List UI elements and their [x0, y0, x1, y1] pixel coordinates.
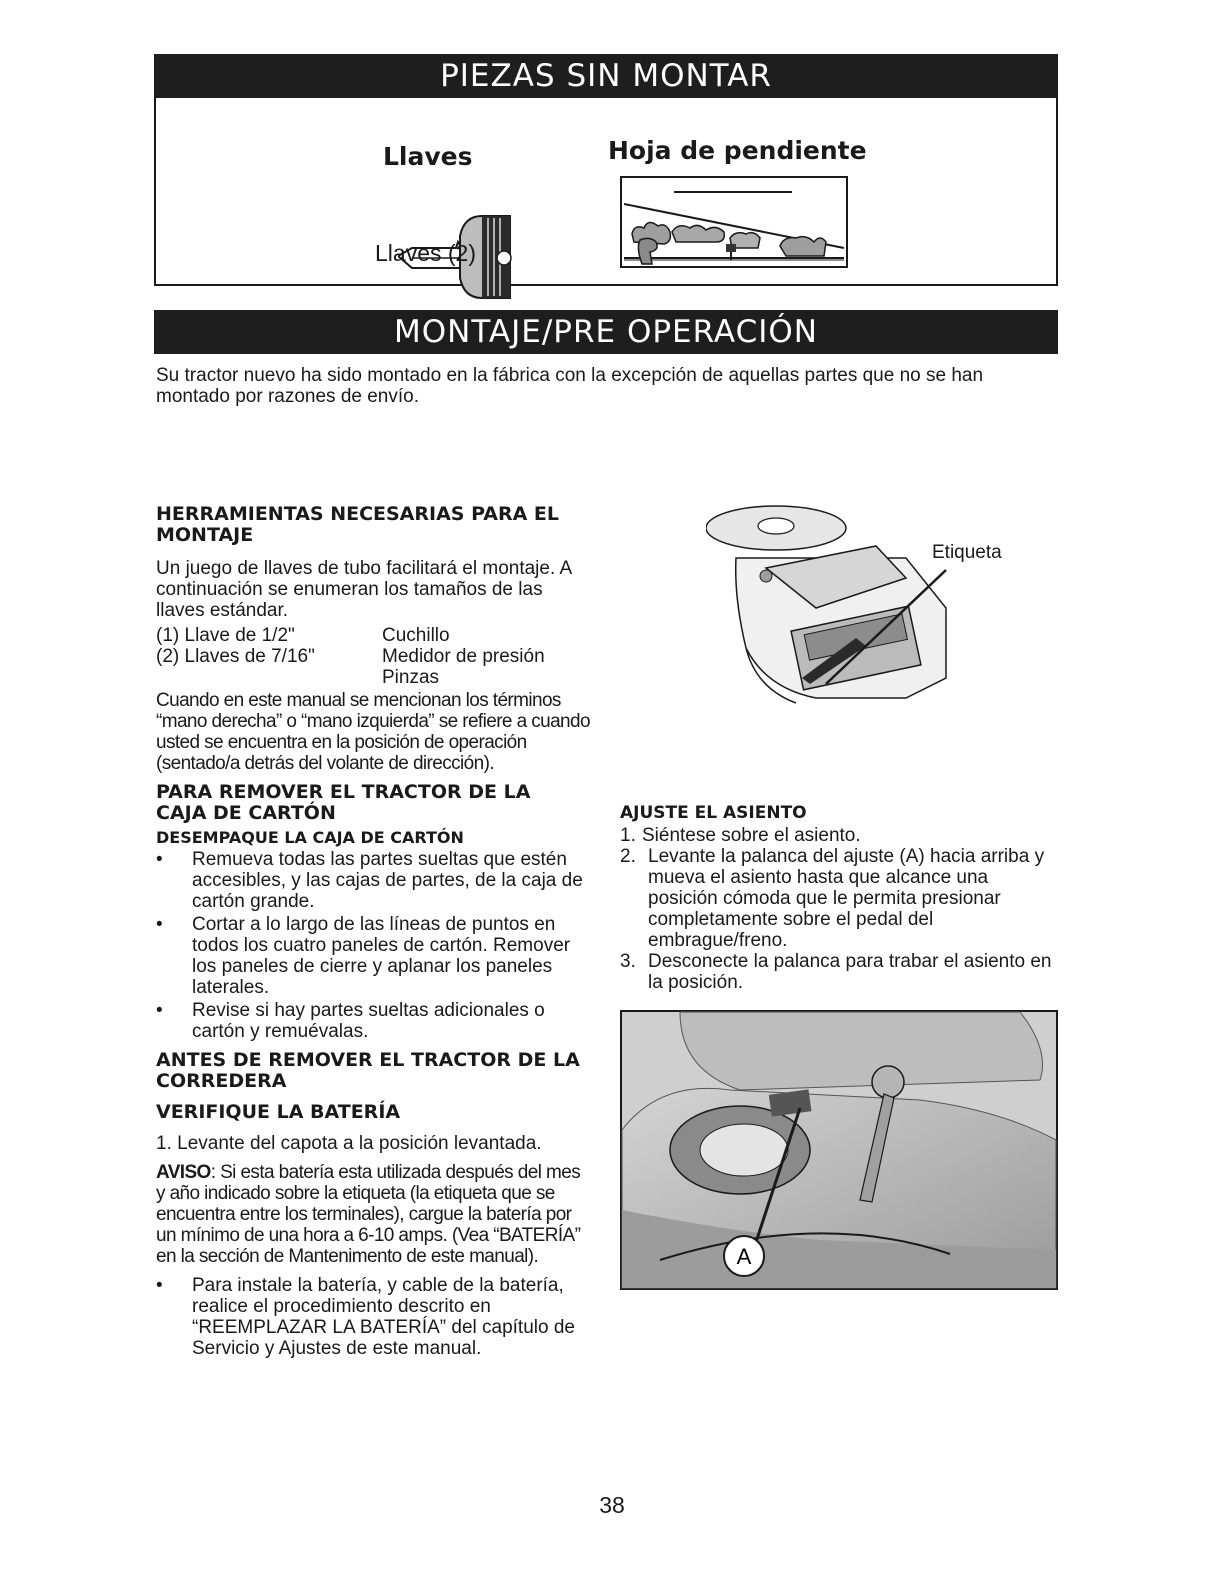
label-callout: Etiqueta [932, 542, 1002, 563]
list-item: 1. Siéntese sobre el asiento. [620, 825, 861, 846]
tool-item: (2) Llaves de 7/16" [156, 646, 315, 667]
list-item: 3. Desconecte la palanca para trabar el asiento en la posición. [620, 951, 1052, 993]
slope-title: Hoja de pendiente [608, 136, 867, 165]
seat-steps [620, 825, 1062, 993]
battery-step-1: 1. Levante del capota a la posición levantada. [156, 1133, 542, 1154]
tools-intro: Un juego de llaves de tubo facilitará el montaje. A continuación se enumeran los tamaños de las llaves estándar. [156, 558, 572, 621]
battery-subheading: VERIFIQUE LA BATERÍA [156, 1101, 401, 1123]
before-heading: ANTES DE REMOVER EL TRACTOR DE LA CORREDERA [156, 1049, 580, 1092]
keys-caption: Llaves (2) [375, 240, 476, 266]
list-item: • Cortar a lo largo de las líneas de puntos en todos los cuatro paneles de cartón. Remover los paneles de cierre y aplanar los paneles laterales. [156, 914, 590, 998]
seat-callout: A [736, 1244, 752, 1269]
seat-heading: AJUSTE EL ASIENTO [620, 803, 807, 823]
intro-text: Su tractor nuevo ha sido montado en la fábrica con la excepción de aquellas partes que no se han montado por razones de envío. [156, 365, 984, 407]
page-number: 38 [599, 1492, 625, 1518]
slope-sheet-illustration [620, 176, 848, 268]
left-column [156, 504, 590, 1359]
list-item: 2. Levante la palanca del ajuste (A) hacia arriba y mueva el asiento hasta que alcance una posición cómoda que le permita presionar completamente sobre el pedal del embrague/freno. [620, 846, 1045, 951]
tool-item: Pinzas [382, 667, 440, 688]
unpack-subheading: DESEMPAQUE LA CAJA DE CARTÓN [156, 828, 464, 847]
battery-illustration [706, 498, 956, 708]
seat-lever-illustration [620, 1010, 1058, 1290]
list-item: • Remueva todas las partes sueltas que estén accesibles, y las cajas de partes, de la caja de cartón grande. [156, 849, 590, 912]
assembly-banner: MONTAJE/PRE OPERACIÓN [154, 310, 1058, 354]
keys-title: Llaves [383, 142, 473, 171]
hand-note: Cuando en este manual se mencionan los términos “mano derecha” o “mano izquierda” se refiere a cuando usted se encuentra en la posición de operación (sentado/a detrás del volante de dirección). [156, 690, 590, 774]
tools-heading: HERRAMIENTAS NECESARIAS PARA EL MONTAJE [156, 503, 560, 546]
battery-notice [156, 1162, 590, 1267]
notice-text: : Si esta batería esta utilizada después del mes y año indicado sobre la etiqueta (la etiqueta que se encuentra entre los terminales), cargue la batería por un mínimo de una hora a 6-10 amps. (Vea “BATERÍA” en la sección de Mantenimento de este manual). [156, 1162, 581, 1267]
remove-heading: PARA REMOVER EL TRACTOR DE LA CAJA DE CARTÓN [156, 781, 531, 824]
tool-item: (1) Llave de 1/2" [156, 625, 295, 646]
list-item: • Para instale la batería, y cable de la batería, realice el procedimiento descrito en “REEMPLAZAR LA BATERÍA” del capítulo de Servicio y Ajustes de este manual. [156, 1275, 590, 1359]
seat-section [620, 804, 1062, 993]
parts-box [154, 98, 1058, 286]
unpack-list [156, 849, 590, 1042]
tool-item: Cuchillo [382, 625, 450, 646]
notice-label: AVISO [156, 1162, 211, 1183]
tools-list [156, 625, 590, 688]
parts-banner: PIEZAS SIN MONTAR [154, 54, 1058, 98]
tool-item: Medidor de presión [382, 646, 545, 667]
list-item: • Revise si hay partes sueltas adicionales o cartón y remuévalas. [156, 1000, 590, 1042]
